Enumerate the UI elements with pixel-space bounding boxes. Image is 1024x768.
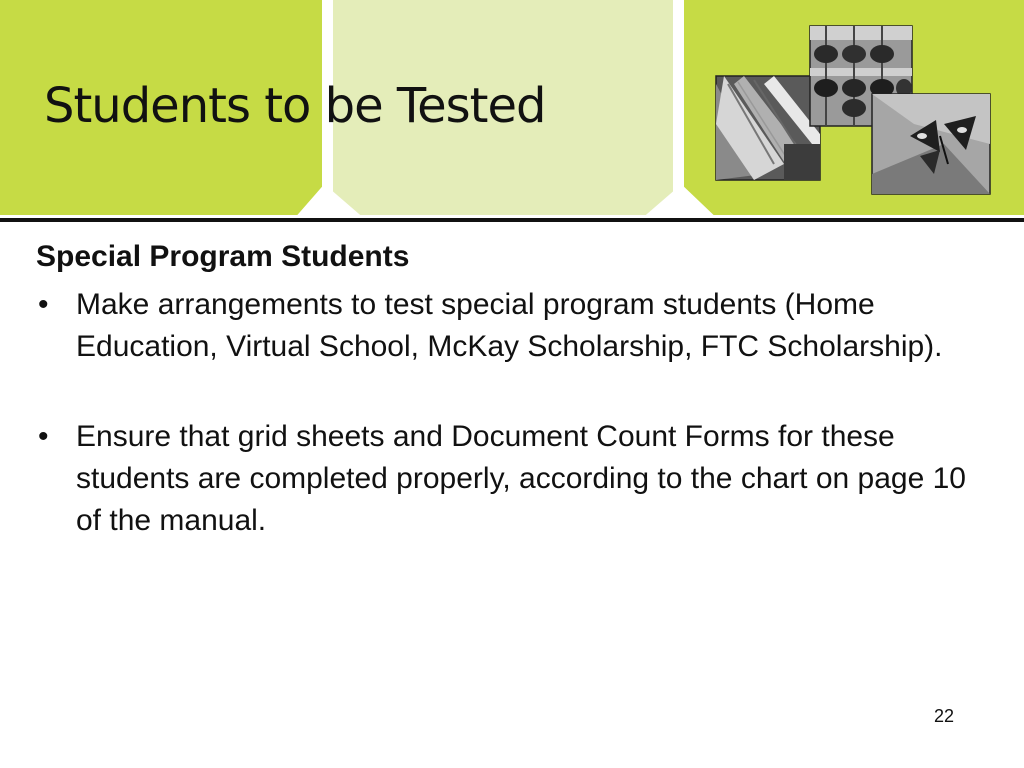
slide-content bbox=[36, 240, 986, 542]
butterfly-photo bbox=[872, 94, 990, 194]
slide-title: Students to be Tested bbox=[44, 78, 546, 134]
photo-collage bbox=[714, 24, 994, 196]
bullet-list bbox=[36, 284, 986, 542]
section-subheading: Special Program Students bbox=[36, 240, 410, 273]
bullet-item-arrangements bbox=[36, 284, 986, 368]
books-photo bbox=[716, 76, 820, 180]
bullet-item-grid-sheets bbox=[36, 416, 986, 542]
slide-number: 22 bbox=[934, 706, 955, 726]
bullet-marker: • bbox=[38, 420, 49, 453]
bullet-text: Make arrangements to test special program students (Home Education, Virtual School, McKay Scholarship, FTC Scholarship). bbox=[76, 288, 943, 363]
header-divider bbox=[0, 218, 1024, 222]
bullet-text: Ensure that grid sheets and Document Count Forms for these students are completed properly, according to the chart on page 10 of the manual. bbox=[76, 420, 966, 537]
bullet-marker: • bbox=[38, 288, 49, 321]
